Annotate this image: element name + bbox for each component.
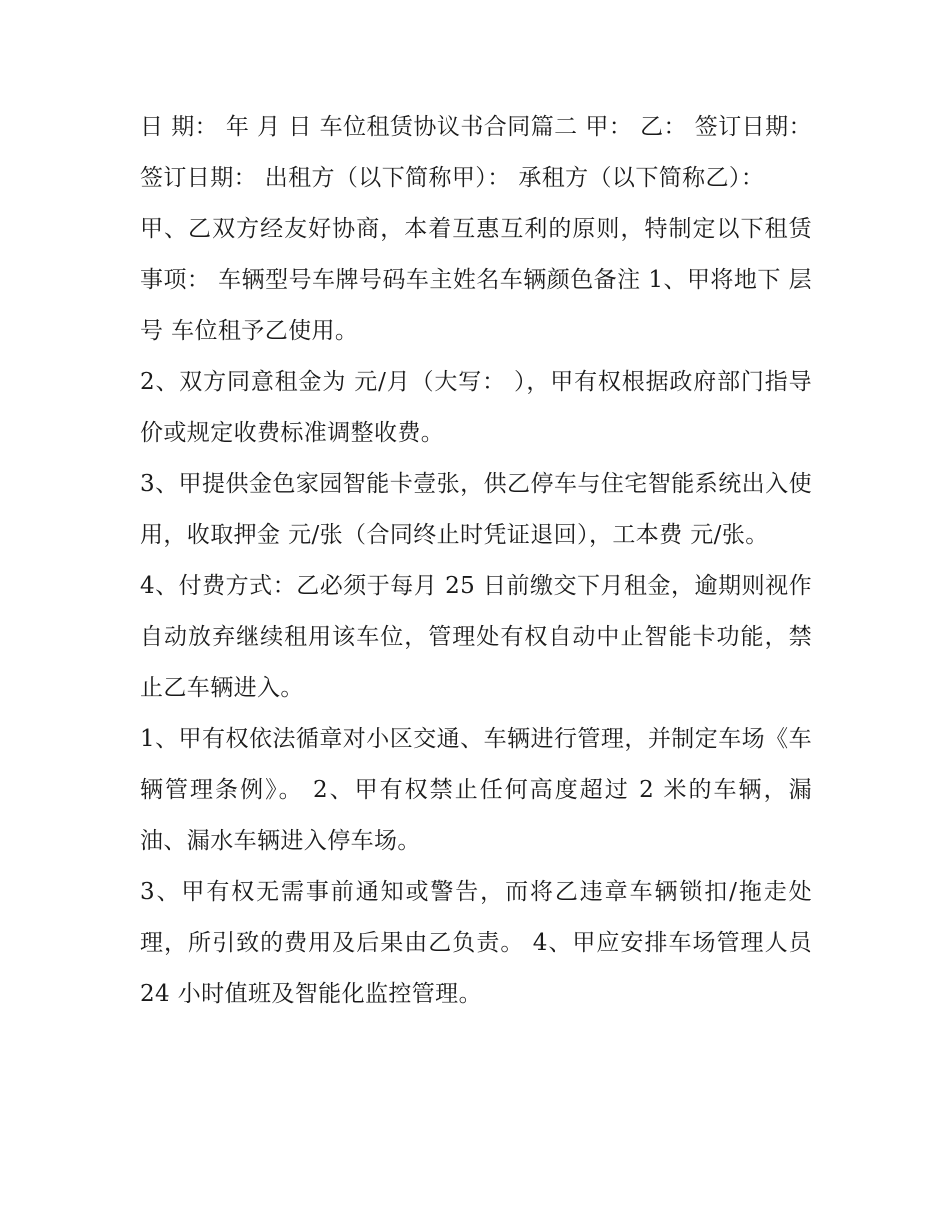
paragraph-header-parties: 日 期： 年 月 日 车位租赁协议书合同篇二 甲： 乙： 签订日期： 签订日期： 出租方（以下简称甲）： 承租方（以下简称乙）： xyxy=(140,114,812,191)
paragraph-management-rights: 1、甲有权依法循章对小区交通、车辆进行管理，并制定车场《车辆管理条例》。 2、甲有权禁止任何高度超过 2 米的车辆，漏油、漏水车辆进入停车场。 xyxy=(140,726,812,854)
document-body xyxy=(140,102,812,1020)
paragraph-rent: 2、双方同意租金为 元/月（大写： ），甲有权根据政府部门指导价或规定收费标准调整收费。 xyxy=(140,369,812,446)
paragraph-towing-and-duty: 3、甲有权无需事前通知或警告，而将乙违章车辆锁扣/拖走处理，所引致的费用及后果由乙负责。 4、甲应安排车场管理人员 24 小时值班及智能化监控管理。 xyxy=(140,879,812,1007)
paragraph-smart-card: 3、甲提供金色家园智能卡壹张，供乙停车与住宅智能系统出入使用，收取押金 元/张（合同终止时凭证退回），工本费 元/张。 xyxy=(140,471,812,548)
paragraph-lease-items: 甲、乙双方经友好协商，本着互惠互利的原则，特制定以下租赁事项： 车辆型号车牌号码车主姓名车辆颜色备注 1、甲将地下 层 号 车位租予乙使用。 xyxy=(140,216,812,344)
paragraph-payment-method: 4、付费方式：乙必须于每月 25 日前缴交下月租金，逾期则视作自动放弃继续租用该车位，管理处有权自动中止智能卡功能，禁止乙车辆进入。 xyxy=(140,573,812,701)
